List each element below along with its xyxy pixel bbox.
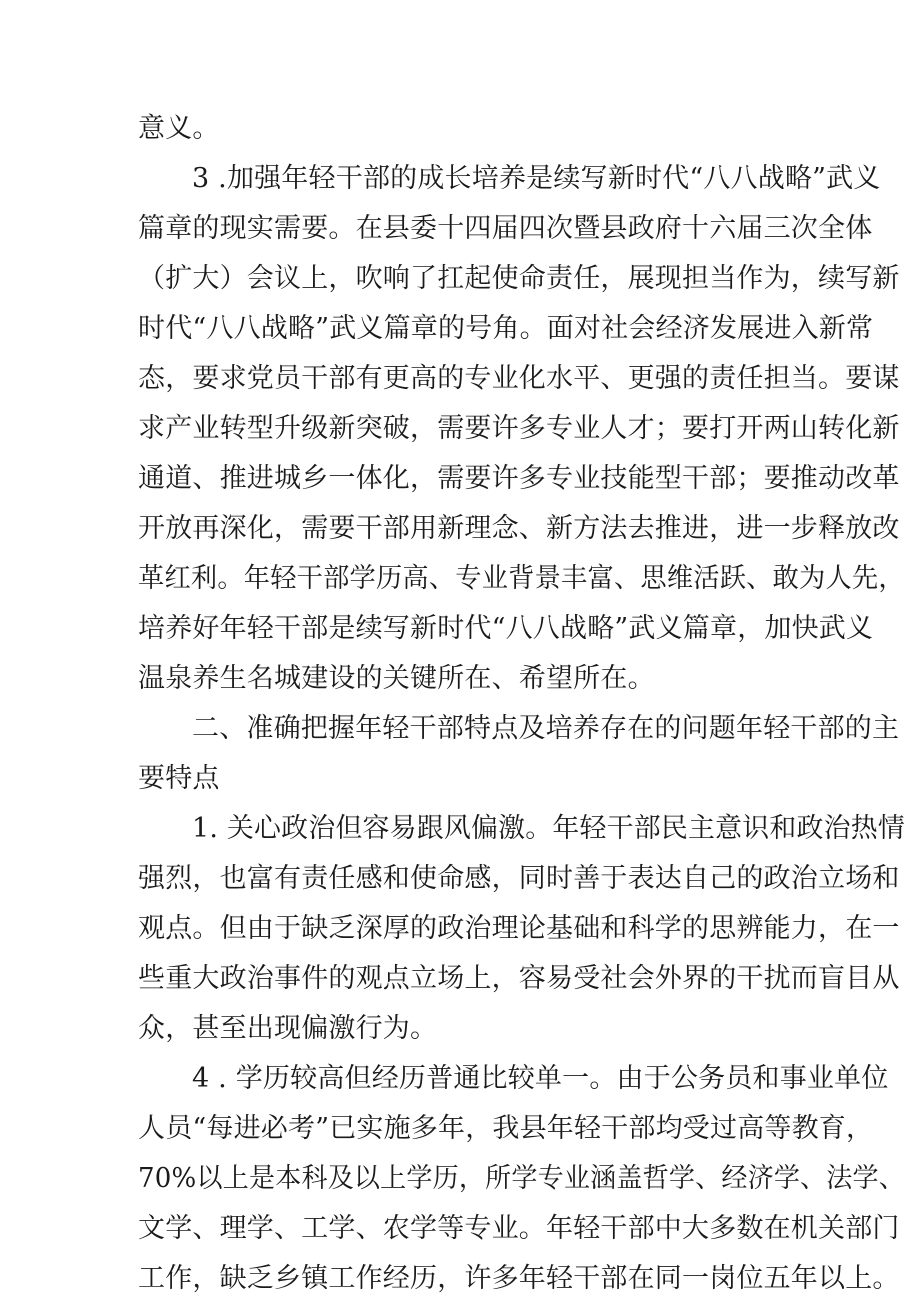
text-line: 篇章的现实需要。在县委十四届四次暨县政府十六届三次全体: [138, 213, 873, 244]
text-line: 温泉养生名城建设的关键所在、希望所在。: [138, 663, 655, 694]
text-line: 强烈，也富有责任感和使命感，同时善于表达自己的政治立场和: [138, 863, 900, 894]
text-line: 众，甚至出现偏激行为。: [138, 1013, 438, 1044]
text-line: 时代“八八战略”武义篇章的号角。面对社会经济发展进入新常: [138, 313, 874, 344]
text-line: 些重大政治事件的观点立场上，容易受社会外界的干扰而盲目从: [138, 963, 900, 994]
text-line: 通道、推进城乡一体化，需要许多专业技能型干部；要推动改革: [138, 463, 900, 494]
text-line: 观点。但由于缺乏深厚的政治理论基础和科学的思辨能力，在一: [138, 913, 900, 944]
text-line: 培养好年轻干部是续写新时代“八八战略”武义篇章，加快武义: [138, 613, 874, 644]
section-heading-cont: 要特点: [138, 763, 220, 794]
text-line: 开放再深化，需要干部用新理念、新方法去推进，进一步释放改: [138, 513, 900, 544]
text-line: （扩大）会议上，吹响了扛起使命责任，展现担当作为，续写新: [138, 263, 900, 294]
text-line: 态，要求党员干部有更高的专业化水平、更强的责任担当。要谋: [138, 363, 900, 394]
paragraph-heading: 4 . 学历较高但经历普通比较单一。由于公务员和事业单位: [192, 1063, 889, 1094]
paragraph-heading: 3 .加强年轻干部的成长培养是续写新时代“八八战略”武义: [192, 163, 881, 194]
text-line: 工作，缺乏乡镇工作经历，许多年轻干部在同一岗位五年以上。: [138, 1263, 900, 1294]
text-line: 革红利。年轻干部学历高、专业背景丰富、思维活跃、敢为人先，: [138, 563, 905, 594]
text-line: 意义。: [138, 113, 220, 144]
section-heading: 二、准确把握年轻干部特点及培养存在的问题年轻干部的主: [192, 713, 900, 744]
text-line: 人员“每进必考”已实施多年，我县年轻干部均受过高等教育，: [138, 1113, 874, 1144]
text-line: 求产业转型升级新突破，需要许多专业人才；要打开两山转化新: [138, 413, 900, 444]
text-line: 文学、理学、工学、农学等专业。年轻干部中大多数在机关部门: [138, 1213, 900, 1244]
paragraph-heading: 1. 关心政治但容易跟风偏激。年轻干部民主意识和政治热情: [192, 813, 905, 844]
text-line: 70%以上是本科及以上学历，所学专业涵盖哲学、经济学、法学、: [138, 1163, 906, 1194]
